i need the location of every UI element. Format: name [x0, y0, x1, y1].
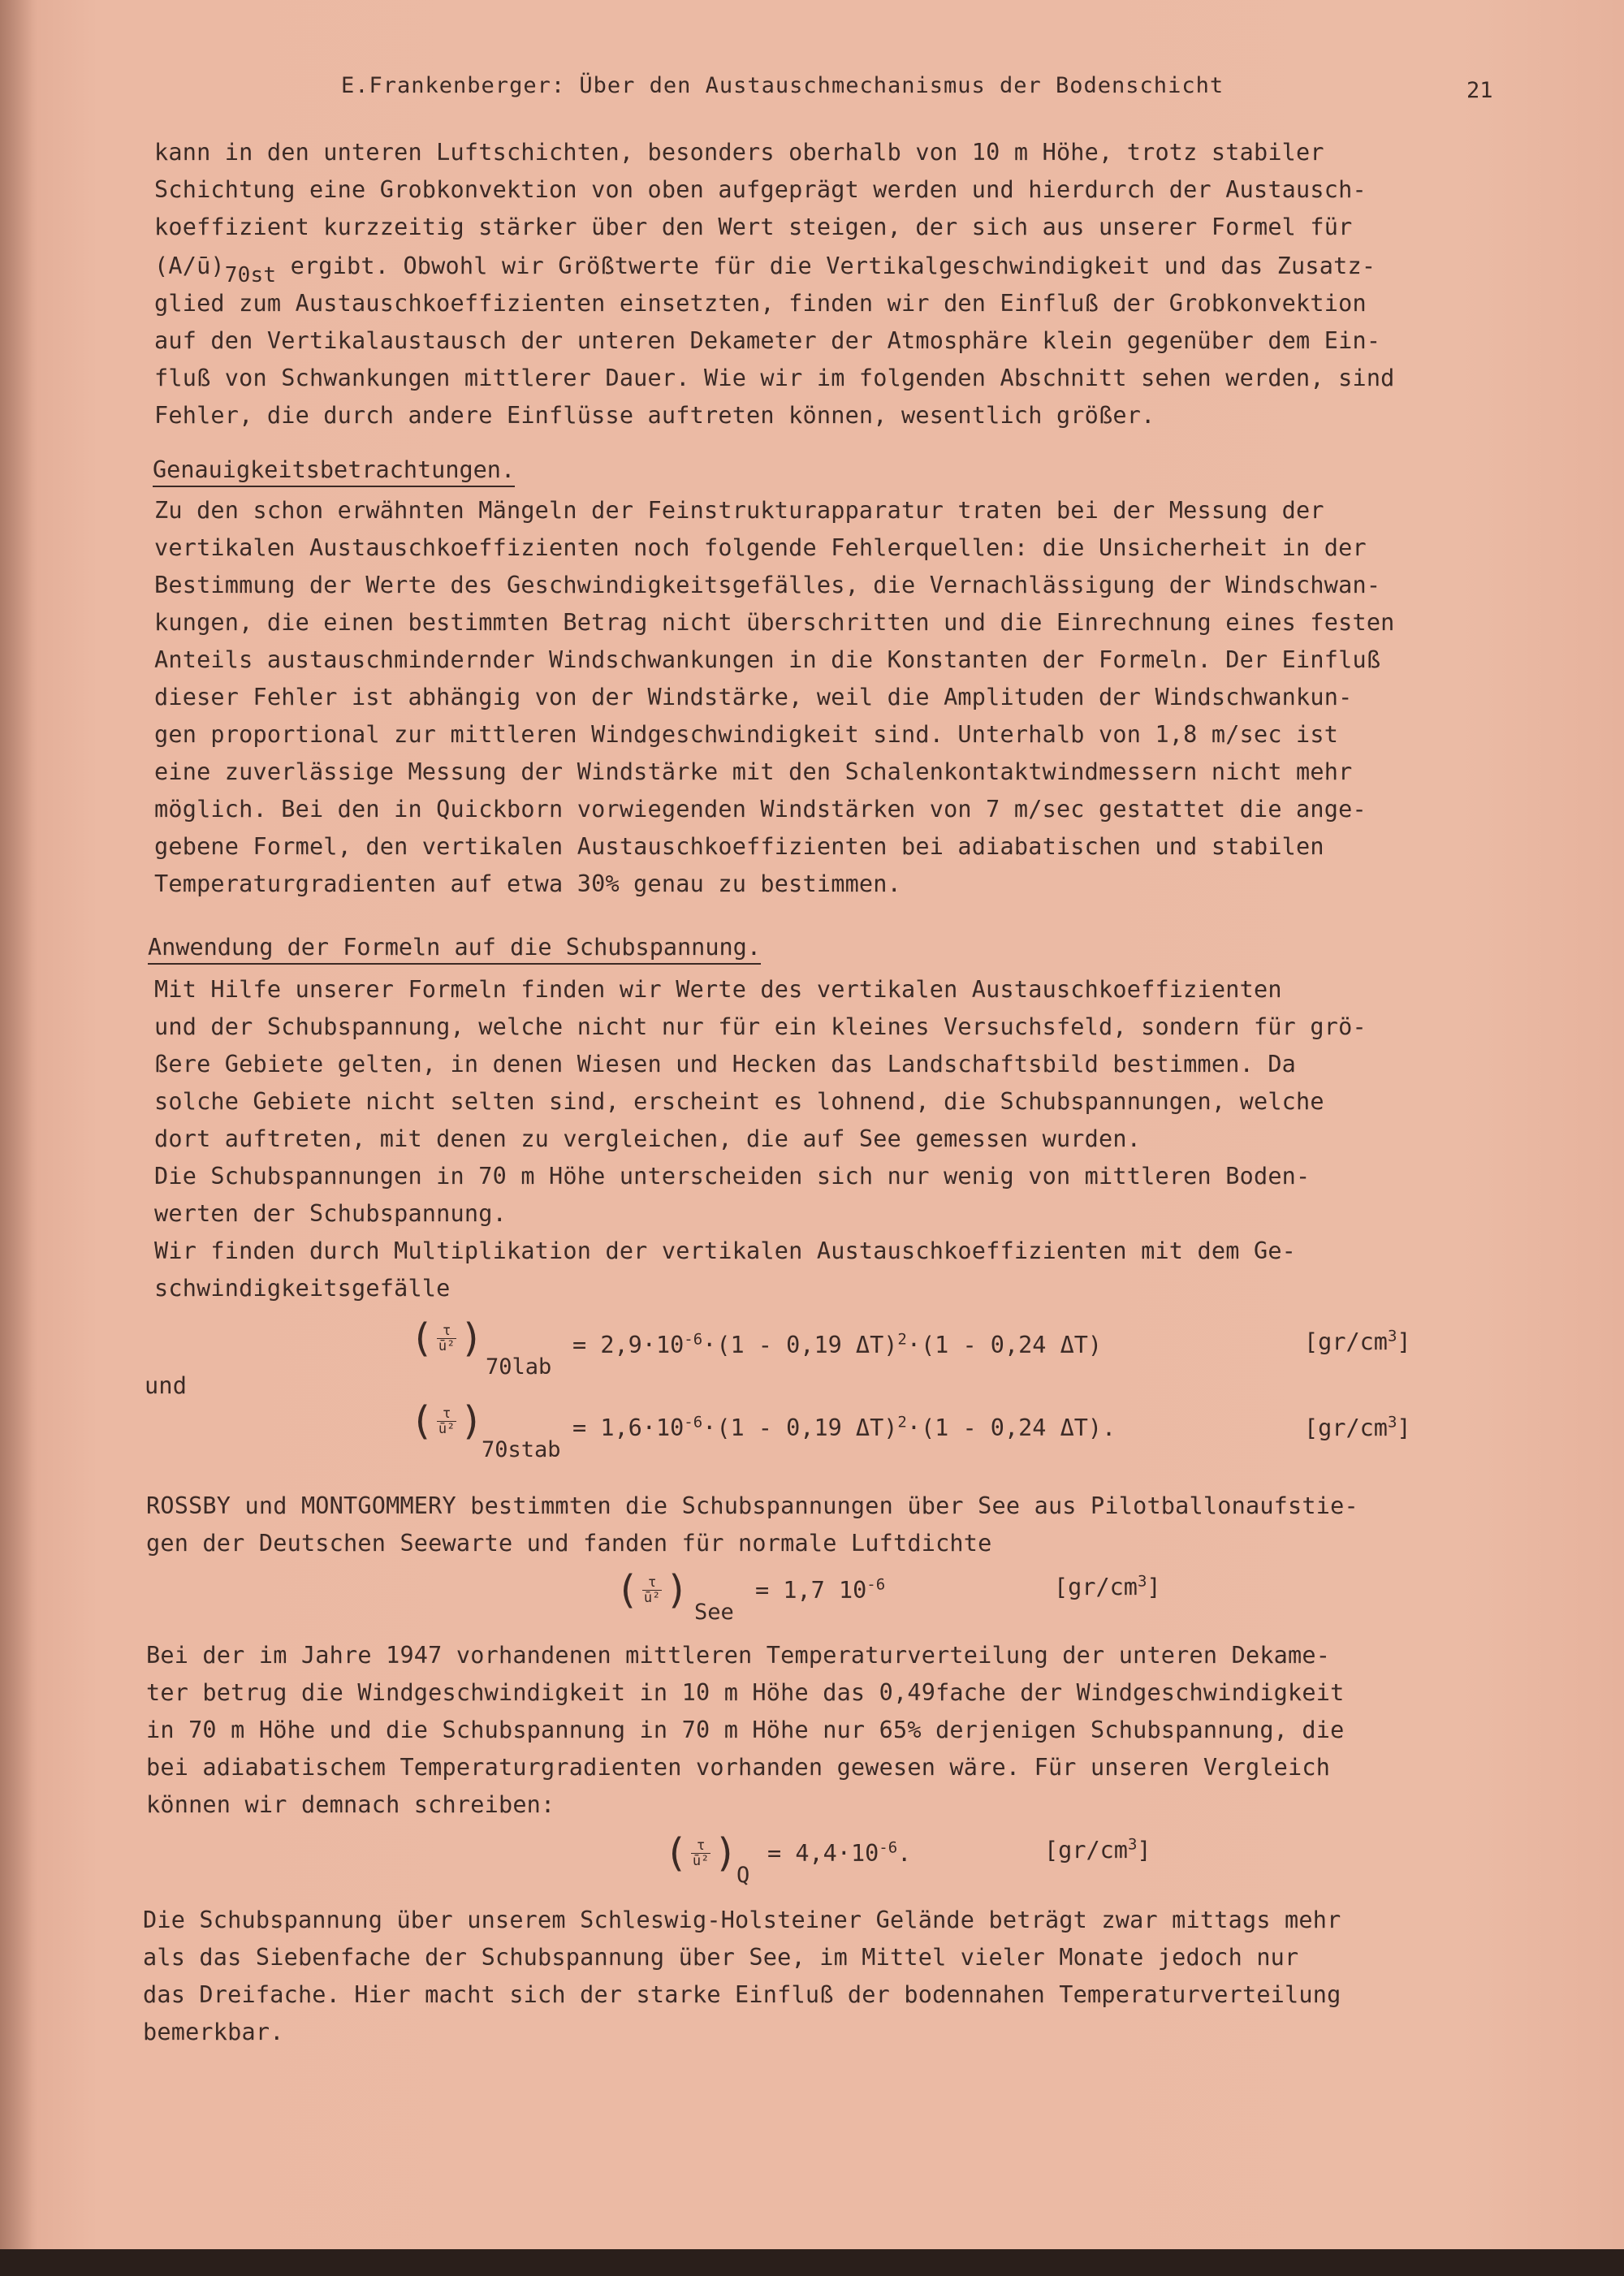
- formula-see: ( $\frac{\tau}{\text{ū²}}$ ): [615, 1567, 689, 1613]
- section-heading: Anwendung der Formeln auf die Schubspannung.: [148, 934, 761, 965]
- text-line: Bestimmung der Werte des Geschwindigkeitsgefälles, die Vernachlässigung der Windschwan-: [154, 572, 1381, 598]
- text-line: auf den Vertikalaustausch der unteren Dekameter der Atmosphäre klein gegenüber dem Ein-: [154, 327, 1381, 354]
- text-line: vertikalen Austauschkoeffizienten noch folgende Fehlerquellen: die Unsicherheit in der: [154, 534, 1367, 561]
- text-line: als das Siebenfache der Schubspannung über See, im Mittel vieler Monate jedoch nur: [143, 1944, 1299, 1971]
- text-line: Wir finden durch Multiplikation der vertikalen Austauschkoeffizienten mit dem Ge-: [154, 1237, 1297, 1264]
- text-line: Mit Hilfe unserer Formeln finden wir Werte des vertikalen Austauschkoeffizienten: [154, 976, 1282, 1003]
- text-line: fluß von Schwankungen mittlerer Dauer. Wie wir im folgenden Abschnitt sehen werden, sind: [154, 365, 1395, 391]
- text-line: ROSSBY und MONTGOMMERY bestimmten die Schubspannungen über See aus Pilotballonaufstie-: [146, 1492, 1358, 1519]
- text-line: Zu den schon erwähnten Mängeln der Feinstrukturapparatur traten bei der Messung der: [154, 497, 1324, 524]
- text-line: werten der Schubspannung.: [154, 1200, 507, 1227]
- page-number: 21: [1466, 78, 1493, 103]
- formula-body: = $2,9\cdot 10^{-6}\cdot(1 - 0,19$ ΔT)$^2$·(1 - 0,24 ΔT): [572, 1330, 1103, 1358]
- text-line: (A/ū)70st ergibt. Obwohl wir Größtwerte für die Vertikalgeschwindigkeit und das Zusatz-: [154, 253, 1376, 287]
- formula-unit: $[gr/cm^3]$: [1054, 1572, 1161, 1600]
- text-line: kungen, die einen bestimmten Betrag nicht überschritten und die Einrechnung eines festen: [154, 609, 1395, 636]
- text-line: gebene Formel, den vertikalen Austauschkoeffizienten bei adiabatischen und stabilen: [154, 833, 1324, 860]
- formula-body: = $4,4\cdot 10^{-6}$.: [767, 1838, 912, 1867]
- text-line: Schichtung eine Grobkonvektion von oben aufgeprägt werden und hierdurch der Austausch-: [154, 176, 1367, 203]
- scan-bottom-edge: [0, 2249, 1624, 2276]
- text-line: können wir demnach schreiben:: [146, 1791, 555, 1818]
- and-word: und: [145, 1372, 188, 1399]
- formula-unit: $[gr/cm^3]$: [1304, 1327, 1411, 1355]
- text-line: koeffizient kurzzeitig stärker über den Wert steigen, der sich aus unserer Formel für: [154, 214, 1353, 240]
- formula-subscript: 70stab: [482, 1437, 561, 1462]
- formula-unit: $[gr/cm^3]$: [1044, 1835, 1151, 1864]
- text-line: möglich. Bei den in Quickborn vorwiegenden Windstärken von 7 m/sec gestattet die ange-: [154, 796, 1367, 823]
- subscript: 70st: [224, 263, 277, 287]
- formula-subscript: See: [694, 1600, 734, 1625]
- formula-subscript: 70lab: [486, 1354, 552, 1380]
- formula-stable: ( $\frac{\tau}{\text{ū²}}$ ): [410, 1398, 484, 1444]
- text-line: eine zuverlässige Messung der Windstärke mit den Schalenkontaktwindmessern nicht mehr: [154, 758, 1353, 785]
- text-line: Fehler, die durch andere Einflüsse auftreten können, wesentlich größer.: [154, 402, 1155, 429]
- text-line: solche Gebiete nicht selten sind, erscheint es lohnend, die Schubspannungen, welche: [154, 1088, 1324, 1115]
- text-line: ter betrug die Windgeschwindigkeit in 10 m Höhe das 0,49fache der Windgeschwindigkeit: [146, 1679, 1345, 1706]
- formula-q: ( $\frac{\tau}{\text{ū²}}$ ): [664, 1830, 738, 1876]
- text-line: gen proportional zur mittleren Windgeschwindigkeit sind. Unterhalb von 1,8 m/sec ist: [154, 721, 1339, 748]
- text-line: bemerkbar.: [143, 2019, 284, 2045]
- text-line: dieser Fehler ist abhängig von der Windstärke, weil die Amplituden der Windschwankun-: [154, 684, 1353, 710]
- text-line: Temperaturgradienten auf etwa 30% genau zu bestimmen.: [154, 870, 901, 897]
- running-title: E.Frankenberger: Über den Austauschmechanismus der Bodenschicht: [341, 73, 1224, 98]
- formula-labile: ( $\frac{\tau}{\text{ū²}}$ ): [410, 1315, 484, 1361]
- text-line: Die Schubspannung über unserem Schleswig-Holsteiner Gelände beträgt zwar mittags mehr: [143, 1907, 1341, 1933]
- text-line: Die Schubspannungen in 70 m Höhe unterscheiden sich nur wenig von mittleren Boden-: [154, 1163, 1311, 1190]
- text-line: kann in den unteren Luftschichten, besonders oberhalb von 10 m Höhe, trotz stabiler: [154, 139, 1324, 166]
- section-heading: Genauigkeitsbetrachtungen.: [153, 456, 515, 487]
- text-line: dort auftreten, mit denen zu vergleichen, die auf See gemessen wurden.: [154, 1125, 1142, 1152]
- text-line: schwindigkeitsgefälle: [154, 1275, 451, 1302]
- text-line: das Dreifache. Hier macht sich der starke Einfluß der bodennahen Temperaturverteilung: [143, 1981, 1341, 2008]
- text-line: Anteils austauschmindernder Windschwankungen in die Konstanten der Formeln. Der Einfluß: [154, 646, 1381, 673]
- binding-shadow: [0, 0, 37, 2276]
- text-line: bei adiabatischem Temperaturgradienten vorhanden gewesen wäre. Für unseren Vergleich: [146, 1754, 1331, 1781]
- formula-body: = 1,7 $10^{-6}$: [755, 1575, 886, 1604]
- text-line: in 70 m Höhe und die Schubspannung in 70 m Höhe nur 65% derjenigen Schubspannung, die: [146, 1717, 1345, 1743]
- formula-unit: $[gr/cm^3]$: [1304, 1413, 1411, 1441]
- text-line: und der Schubspannung, welche nicht nur für ein kleines Versuchsfeld, sondern für grö-: [154, 1013, 1367, 1040]
- text-line: gen der Deutschen Seewarte und fanden für normale Luftdichte: [146, 1530, 992, 1557]
- text-line: ßere Gebiete gelten, in denen Wiesen und Hecken das Landschaftsbild bestimmen. Da: [154, 1051, 1297, 1078]
- text-line: Bei der im Jahre 1947 vorhandenen mittleren Temperaturverteilung der unteren Dekame-: [146, 1642, 1331, 1669]
- formula-subscript: Q: [736, 1863, 750, 1888]
- text-line: glied zum Austauschkoeffizienten einsetzten, finden wir den Einfluß der Grobkonvektion: [154, 290, 1367, 317]
- formula-body: = $1,6\cdot 10^{-6}\cdot(1 - 0,19$ ΔT)$^2$·(1 - 0,24 ΔT).: [572, 1413, 1116, 1441]
